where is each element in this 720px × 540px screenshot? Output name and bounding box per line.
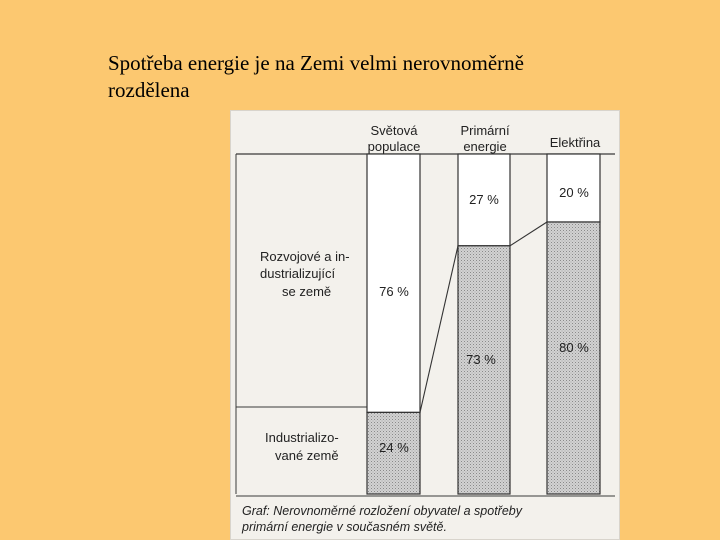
column-header-population-line-2: populace xyxy=(367,139,421,154)
value-label-population-industrialized: 24 % xyxy=(379,440,409,455)
scanned-chart-figure xyxy=(230,110,620,540)
connector-line-population-energy xyxy=(420,246,458,413)
stacked-bar-chart xyxy=(230,110,620,540)
value-label-energy-developing: 27 % xyxy=(469,192,499,207)
slide-title-line-1: Spotřeba energie je na Zemi velmi nerovnoměrně xyxy=(108,51,524,75)
value-label-electricity-developing: 20 % xyxy=(559,185,589,200)
chart-caption-line-2: primární energie v současném světě. xyxy=(242,520,447,534)
value-label-energy-industrialized: 73 % xyxy=(466,352,496,367)
column-header-energy-line-2: energie xyxy=(463,139,507,154)
value-label-electricity-industrialized: 80 % xyxy=(559,340,589,355)
value-label-population-developing: 76 % xyxy=(379,284,409,299)
connector-line-energy-electricity xyxy=(510,222,547,246)
group-label-developing-line-3: se země xyxy=(282,284,332,299)
group-label-developing-line-2: dustrializující xyxy=(260,266,336,281)
bar-electricity-industrialized xyxy=(547,222,600,494)
slide-title xyxy=(108,50,668,104)
group-label-developing-line-1: Rozvojové a in- xyxy=(260,249,350,264)
slide-title-line-2: rozdělena xyxy=(108,78,190,102)
column-header-electricity-line-2: Elektřina xyxy=(549,135,601,150)
column-header-population-line-1: Světová xyxy=(370,123,418,138)
column-header-energy-line-1: Primární xyxy=(460,123,510,138)
bar-energy-industrialized xyxy=(458,246,510,494)
group-label-industrialized-line-1: Industrializo- xyxy=(265,430,339,445)
group-label-industrialized-line-2: vané země xyxy=(275,448,339,463)
chart-caption-line-1: Graf: Nerovnoměrné rozložení obyvatel a spotřeby xyxy=(242,504,522,518)
